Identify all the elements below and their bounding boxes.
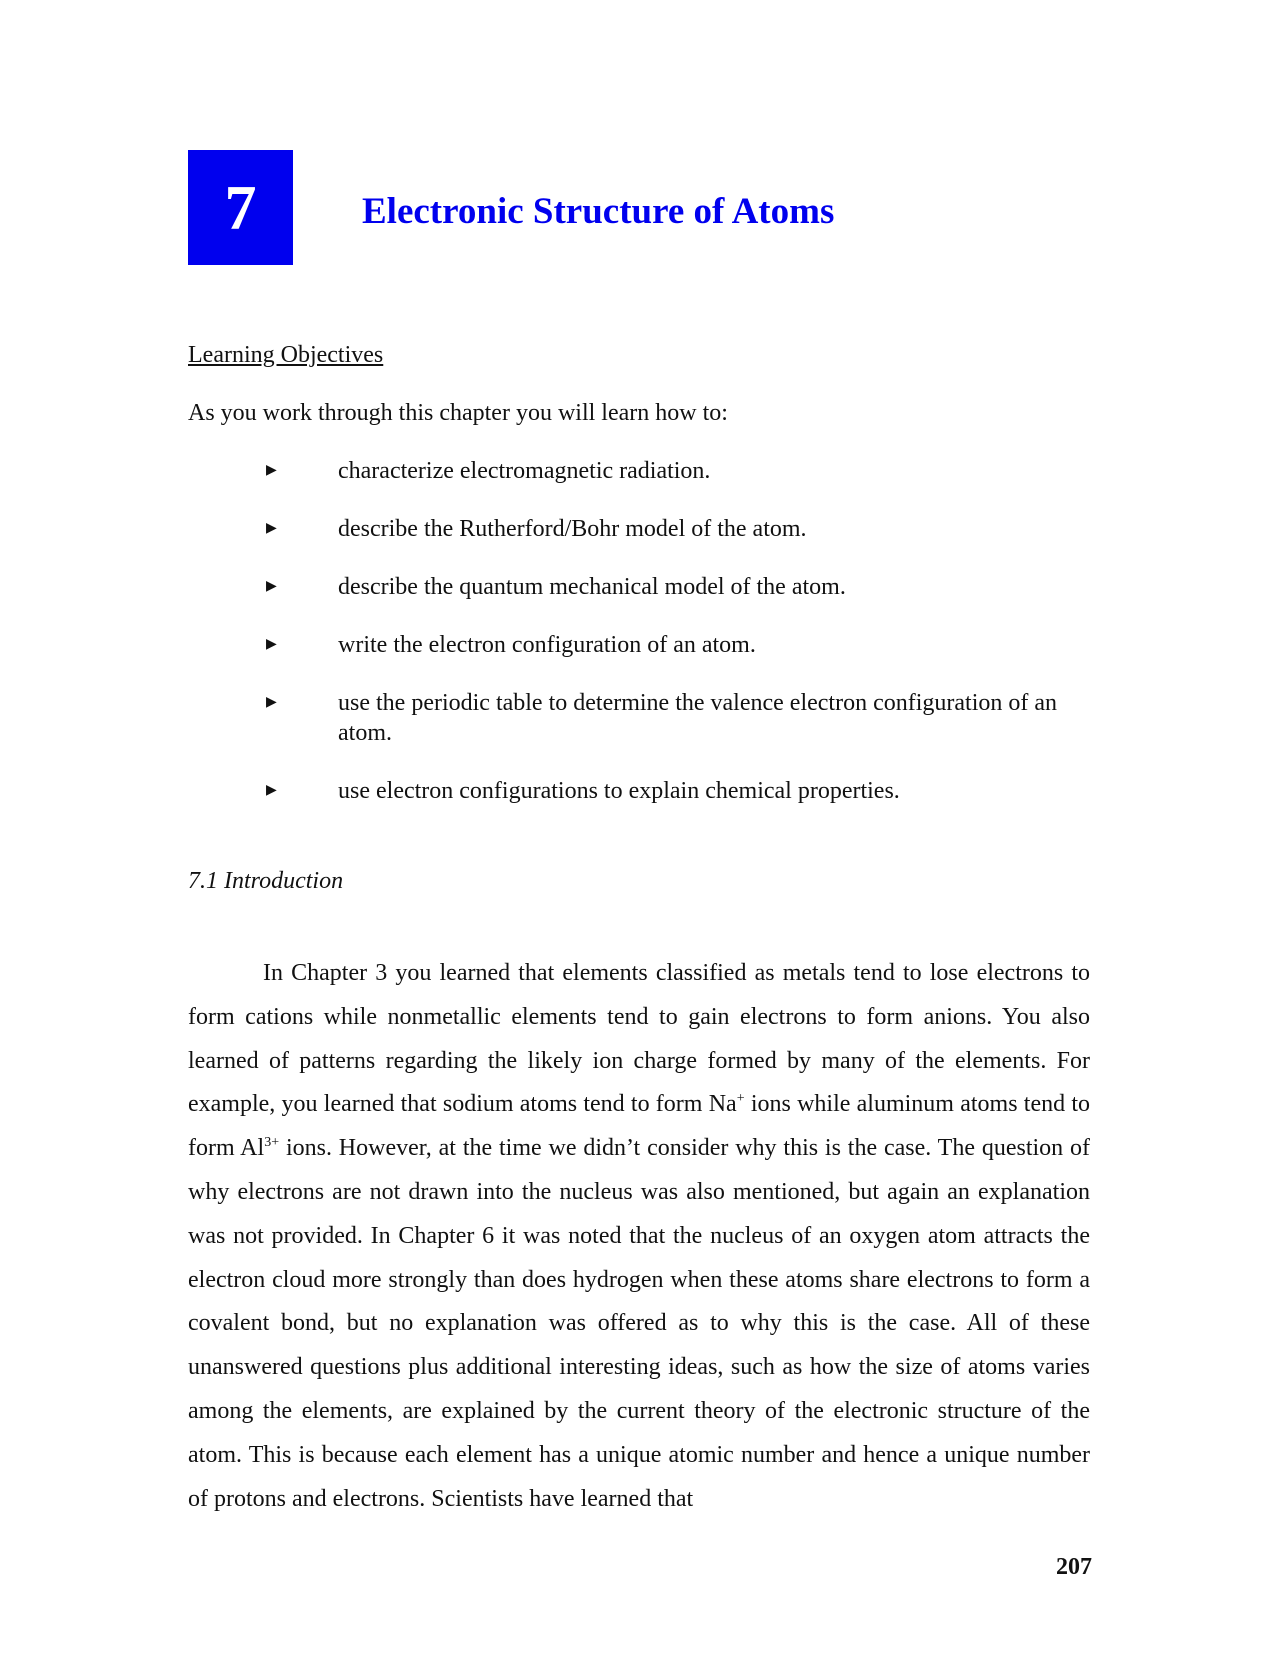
learning-objectives-intro: As you work through this chapter you will learn how to: — [188, 400, 728, 426]
body-paragraph — [188, 952, 1090, 1521]
bullet-triangle-icon: ▶ — [266, 521, 277, 536]
body-text-part: In Chapter 3 you learned that elements classified as metals tend to lose electrons to form cations while nonmetallic elements tend to gain electrons to form anions. You also learned of patterns regarding the likely ion charge formed by many of the elements. For example, you learned that sodium atoms tend to form Na — [188, 960, 1090, 1118]
list-item — [262, 572, 1082, 602]
objective-text: use the periodic table to determine the valence electron configuration of an atom. — [338, 690, 1058, 746]
bullet-triangle-icon: ▶ — [266, 637, 277, 652]
sodium-charge-superscript: + — [736, 1091, 745, 1107]
objectives-list — [262, 456, 1082, 834]
list-item — [262, 456, 1082, 486]
bullet-triangle-icon: ▶ — [266, 463, 277, 478]
aluminum-charge-superscript: 3+ — [264, 1135, 280, 1151]
list-item — [262, 630, 1082, 660]
bullet-triangle-icon: ▶ — [266, 783, 277, 798]
chapter-number-box — [188, 150, 293, 265]
objective-text: characterize electromagnetic radiation. — [338, 458, 711, 484]
learning-objectives-heading: Learning Objectives — [188, 342, 384, 368]
list-item — [262, 514, 1082, 544]
section-heading: 7.1 Introduction — [188, 868, 344, 894]
body-text-part: ions while aluminum atoms tend to form Al — [188, 1091, 1091, 1162]
list-item — [262, 688, 1082, 748]
chapter-number: 7 — [224, 171, 257, 243]
objective-text: describe the Rutherford/Bohr model of the atom. — [338, 516, 807, 542]
body-text-part: ions. However, at the time we didn’t consider why this is the case. The question of why electrons are not drawn into the nucleus was also mentioned, but again an explanation was not provided. In Chapter 6 it was noted that the nucleus of an oxygen atom attracts the electron cloud more strongly than does hydrogen when these atoms share electrons to form a covalent bond, but no explanation was offered as to why this is the case. All of these unanswered questions plus additional interesting ideas, such as how the size of atoms varies among the elements, are explained by the current theory of the electronic structure of the atom. This is because each element has a unique atomic number and hence a unique number of protons and electrons. Scientists have learned that — [188, 1135, 1091, 1512]
bullet-triangle-icon: ▶ — [266, 695, 277, 710]
objective-text: describe the quantum mechanical model of the atom. — [338, 574, 846, 600]
bullet-triangle-icon: ▶ — [266, 579, 277, 594]
objective-text: use electron configurations to explain chemical properties. — [338, 778, 900, 804]
objective-text: write the electron configuration of an atom. — [338, 632, 756, 658]
list-item — [262, 776, 1082, 806]
chapter-title: Electronic Structure of Atoms — [362, 191, 835, 232]
page-number: 207 — [1056, 1554, 1092, 1580]
